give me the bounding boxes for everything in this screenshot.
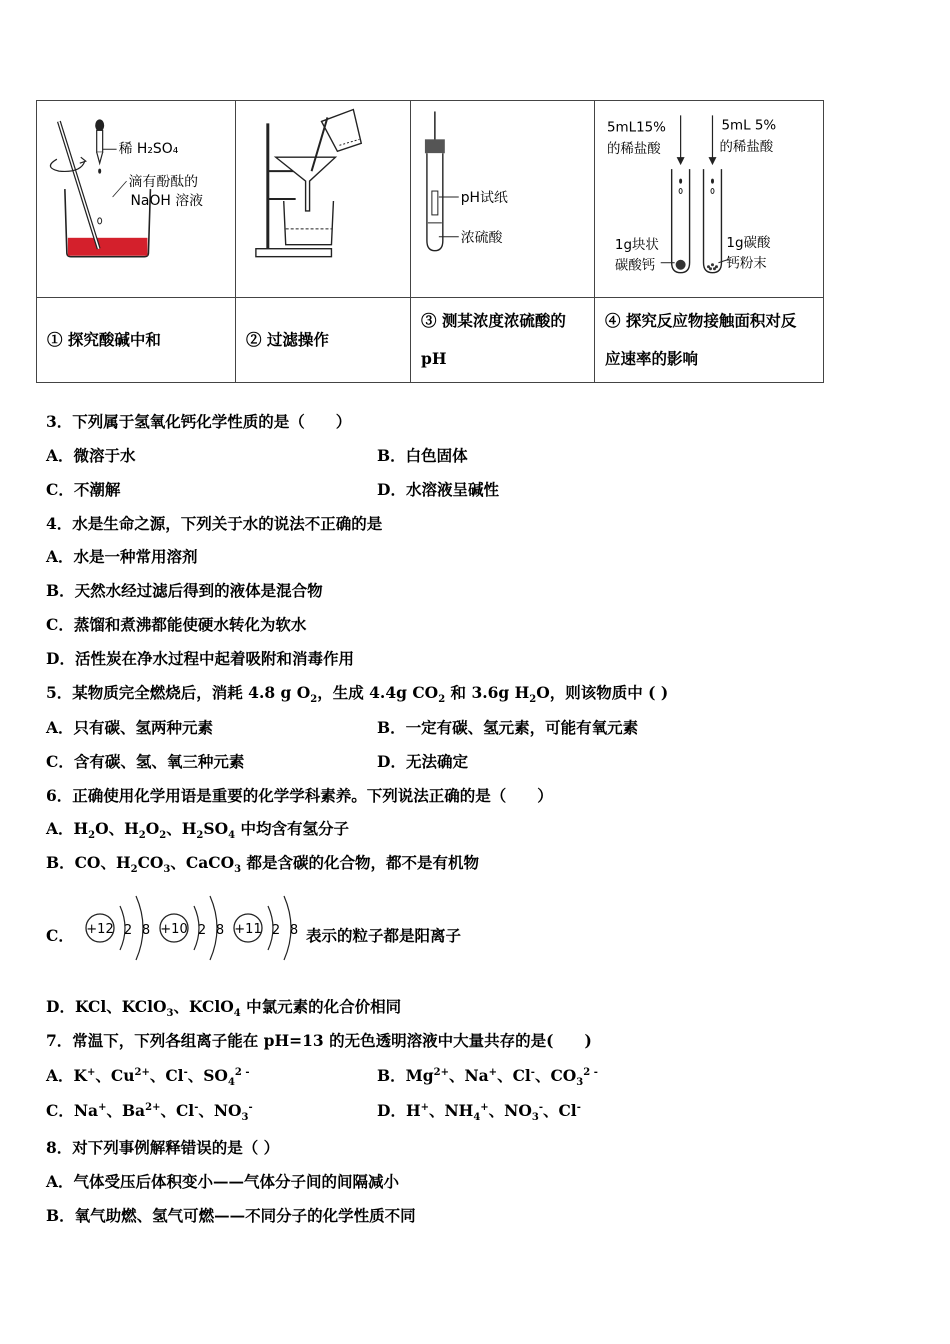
q5-option-d: D．无法确定 [377,752,468,771]
caption-1: ① 探究酸碱中和 [47,330,161,349]
q6-option-b: B．CO、$H_2CO_3$、CaCO$_3$ 都是含碳的化合物，都不是有机物 [46,853,479,876]
filtration-illustration [236,101,410,297]
caption-4-line-1: ④ 探究反应物接触面积对反 [605,311,797,330]
right-top-label-2: 的稀盐酸 [719,140,774,156]
svg-text:8: 8 [141,923,151,938]
q3-stem: 3．下列属于氢氧化钙化学性质的是（ ） [46,412,352,431]
atom-diagram-2 [160,896,224,960]
indicator-label-2: NaOH 溶液 [130,192,204,209]
conc-acid-label: 浓硫酸 [460,229,503,246]
right-top-label-1: 5mL 5% [721,118,777,134]
svg-text:+11: +11 [234,922,262,937]
q3-option-d: D．水溶液呈碱性 [377,480,499,499]
left-bottom-label-2: 碳酸钙 [614,258,656,274]
q6-option-a: A．$H_2O$、$H_2O_2$、$H_2SO_4$ 中均含有氢分子 [46,819,349,842]
q6-option-d: D．KCl、KClO$_3$、KClO$_4$ 中氯元素的化合价相同 [46,997,402,1020]
left-top-label-1: 5mL15% [606,120,666,136]
q4-option-c: C．蒸馏和煮沸都能使硬水转化为软水 [46,615,307,634]
right-bottom-label-2: 钙粉末 [726,256,767,272]
q7-option-d: D．H+、$NH_4^+$、$NO_3^-$、Cl- [377,1101,581,1124]
caption-4-line-2: 应速率的影响 [605,349,699,368]
atom-structure-diagrams [84,892,304,970]
diagram-contact-area [595,101,824,298]
caption-2: ② 过滤操作 [246,330,329,349]
contact-area-illustration [595,101,823,297]
q6-option-c-label: C． [46,926,74,945]
q5-stem: 5．某物质完全燃烧后，消耗 4.8 g $O_2$，生成 4.4g $CO_2$ 和 3.6g $H_2O$，则该物质中 ( ) [46,683,669,706]
q5-option-c: C．含有碳、氢、氧三种元素 [46,752,245,771]
diagram-ph-test [411,101,595,298]
solution-fill [68,238,148,256]
caption-3-line-1: ③ 测某浓度浓硫酸的 [421,311,566,330]
svg-text:2: 2 [197,923,207,938]
svg-text:2: 2 [271,923,281,938]
q4-stem: 4．水是生命之源，下列关于水的说法不正确的是 [46,514,383,533]
ph-paper-label: pH试纸 [460,189,508,206]
caption-cell-2 [236,298,411,383]
ph-test-illustration [411,101,594,297]
indicator-label-1: 滴有酚酞的 [128,174,199,191]
q8-option-a: A．气体受压后体积变小——气体分子间的间隔减小 [46,1172,400,1191]
q6-stem: 6．正确使用化学用语是重要的化学学科素养。下列说法正确的是（ ） [46,786,553,805]
diagram-filtration [236,101,411,298]
svg-text:8: 8 [215,923,225,938]
svg-text:8: 8 [289,923,299,938]
q3-option-b: B．白色固体 [377,446,468,465]
q4-option-a: A．水是一种常用溶剂 [46,547,198,566]
diagram-neutralization [37,101,236,298]
svg-text:+10: +10 [160,922,188,937]
neutralization-illustration [37,101,235,297]
q3-option-c: C．不潮解 [46,480,121,499]
q7-option-a: A．K+、$Cu^{2+}$、Cl-、$SO_4^{2 -}$ [46,1066,250,1089]
atom-diagram-1 [86,896,150,960]
q4-option-b: B．天然水经过滤后得到的液体是混合物 [46,581,323,600]
q8-stem: 8．对下列事例解释错误的是（ ） [46,1138,280,1157]
left-bottom-label-1: 1g块状 [614,237,659,253]
left-top-label-2: 的稀盐酸 [606,142,661,158]
q7-option-c: C．Na+、$Ba^{2+}$、Cl-、$NO_3^-$ [46,1101,253,1124]
svg-text:+12: +12 [86,922,114,937]
q7-option-b: B．$Mg^{2+}$、Na+、Cl-、$CO_3^{2 -}$ [377,1066,598,1089]
acid-label: 稀 H₂SO₄ [118,141,179,158]
caption-cell-4 [595,298,824,383]
caption-3-line-2: pH [421,349,447,368]
q5-option-b: B．一定有碳、氢元素，可能有氧元素 [377,718,639,737]
caption-cell-1 [37,298,236,383]
q3-option-a: A．微溶于水 [46,446,136,465]
q8-option-b: B．氧气助燃、氢气可燃——不同分子的化学性质不同 [46,1206,416,1225]
experiment-table [36,100,824,383]
right-bottom-label-1: 1g碳酸 [726,235,771,251]
q7-stem: 7．常温下，下列各组离子能在 pH=13 的无色透明溶液中大量共存的是( ) [46,1031,592,1050]
svg-text:2: 2 [123,923,133,938]
caption-cell-3 [411,298,595,383]
atom-diagram-3 [234,896,298,960]
q6-option-c-text: 表示的粒子都是阳离子 [306,926,462,945]
q5-option-a: A．只有碳、氢两种元素 [46,718,214,737]
q4-option-d: D．活性炭在净水过程中起着吸附和消毒作用 [46,649,354,668]
